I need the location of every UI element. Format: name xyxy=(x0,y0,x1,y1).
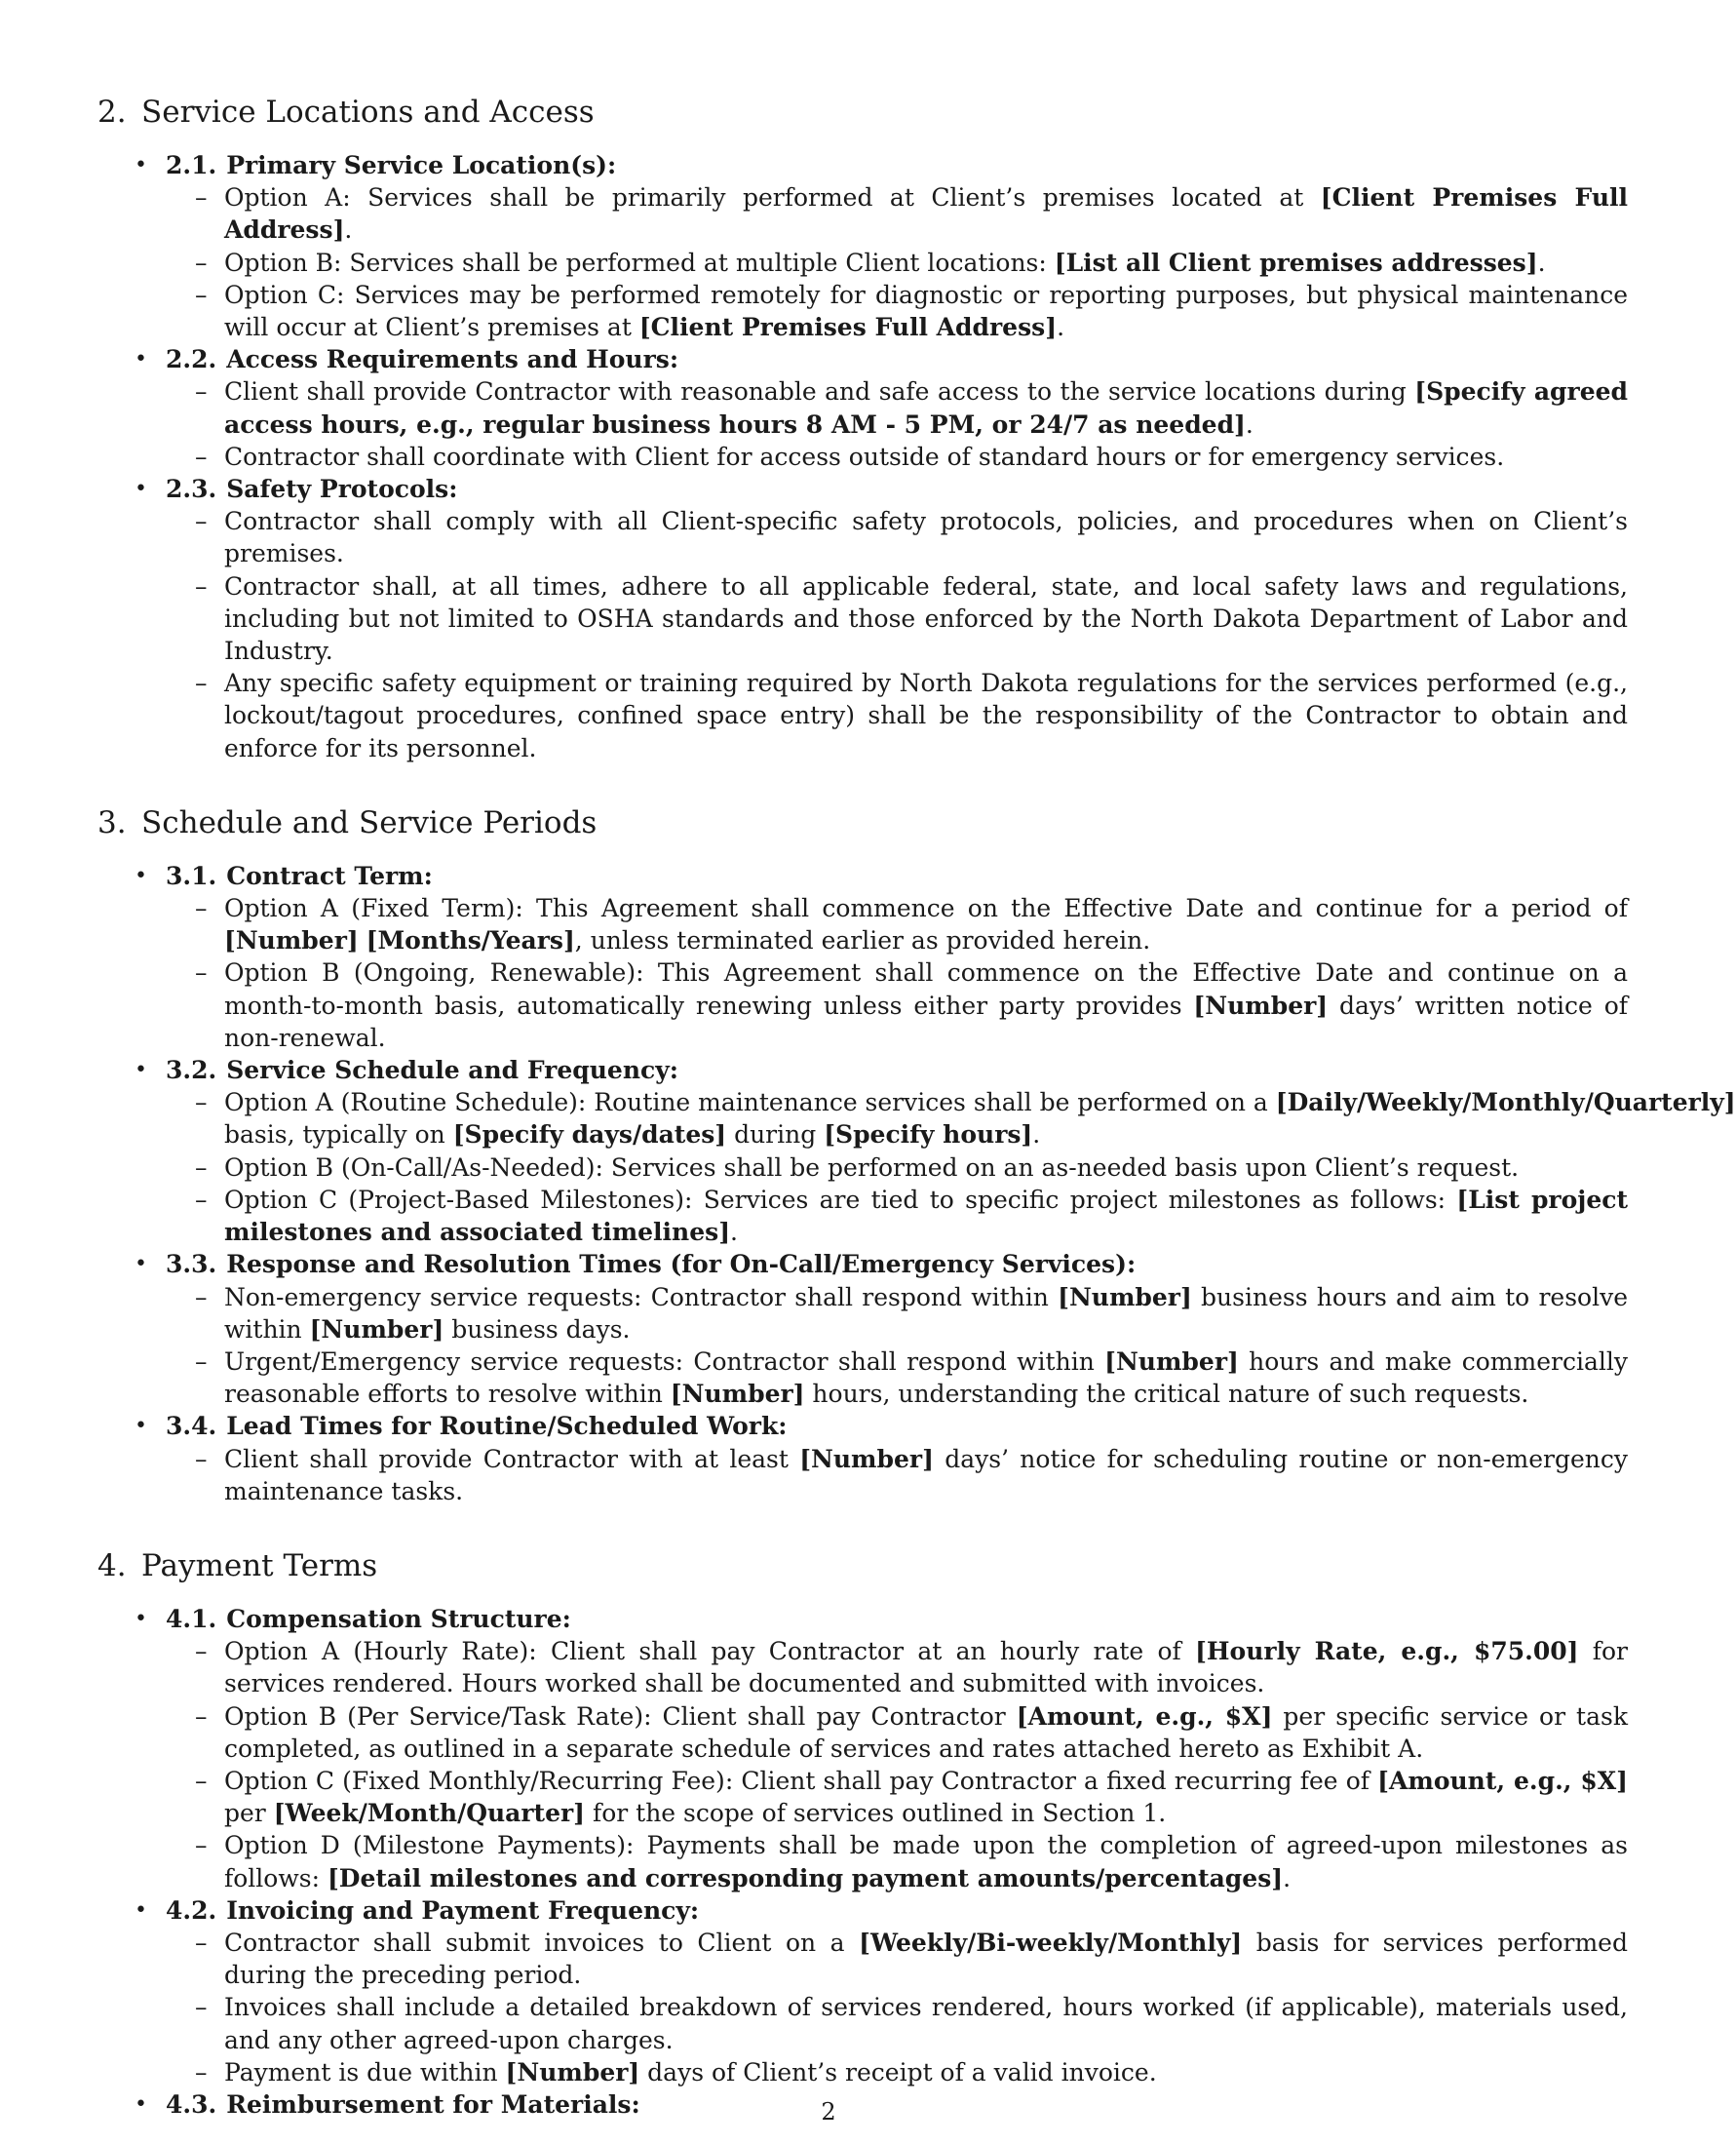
section-heading xyxy=(97,93,1560,132)
clause-text: Option B (On-Call/As-Needed): Services shall be performed on an as-needed basis upon Client’s request. xyxy=(224,1152,1520,1182)
dash-icon: – xyxy=(195,1185,208,1214)
subsection-title: Response and Resolution Times (for On-Call/Emergency Services): xyxy=(226,1250,1137,1279)
dash-icon: – xyxy=(195,1993,208,2022)
dash-icon: – xyxy=(195,958,208,988)
dash-icon: – xyxy=(195,1831,208,1860)
clause-text: . xyxy=(1537,248,1546,277)
dash-icon: – xyxy=(195,1088,208,1117)
clause-list xyxy=(166,505,1628,764)
clause-text: days of Client’s receipt of a valid invoice. xyxy=(639,2057,1157,2086)
placeholder-field: [Specify days/dates] xyxy=(452,1120,727,1150)
clause-text xyxy=(359,926,366,955)
clause-text: Non-emergency service requests: Contractor shall respond within xyxy=(224,1282,1059,1311)
subsection-3-1 xyxy=(97,860,1628,1054)
section-4 xyxy=(97,1546,1629,2121)
subsection-2-1 xyxy=(97,149,1628,343)
placeholder-field: [Daily/Weekly/Monthly/Quarterly] xyxy=(1275,1088,1736,1117)
clause-list xyxy=(166,1281,1629,1411)
clause-item xyxy=(166,892,1628,956)
section-title: Schedule and Service Periods xyxy=(141,804,598,840)
dash-icon: – xyxy=(195,1766,208,1795)
dash-icon: – xyxy=(195,571,208,601)
section-title: Service Locations and Access xyxy=(141,95,595,130)
subsection-title: Safety Protocols: xyxy=(226,475,458,504)
placeholder-field: [Amount, e.g., $X] xyxy=(1377,1766,1629,1795)
clause-text: Option B (Ongoing, Renewable): This Agreement shall commence on the Effective Date and continue on a month-to-month basis, automatically renewing unless either party provides xyxy=(224,958,1628,1020)
subsection-title: Contract Term: xyxy=(226,861,433,890)
subsection-number: 3.4. xyxy=(166,1412,217,1441)
clause-item xyxy=(166,1700,1628,1765)
clause-list xyxy=(166,375,1628,473)
clause-text: Option A (Hourly Rate): Client shall pay Contractor at an hourly rate of xyxy=(224,1637,1196,1666)
clause-text: . xyxy=(1032,1120,1041,1150)
clause-item xyxy=(166,1635,1628,1699)
subsection-number: 3.1. xyxy=(166,861,217,890)
clause-item xyxy=(166,181,1628,246)
placeholder-field: [Client Premises Full Address] xyxy=(224,183,1628,245)
clause-text: . xyxy=(1283,1863,1292,1892)
placeholder-field: [Weekly/Bi-weekly/Monthly] xyxy=(859,1928,1243,1957)
dash-icon: – xyxy=(195,442,208,471)
dash-icon: – xyxy=(195,507,208,536)
placeholder-field: [Amount, e.g., $X] xyxy=(1016,1701,1273,1731)
subsection-title: Compensation Structure: xyxy=(226,1604,571,1633)
dash-icon: – xyxy=(195,1701,208,1731)
clause-text: Contractor shall submit invoices to Client on a xyxy=(224,1928,860,1957)
bullet-icon: • xyxy=(135,347,147,372)
dash-icon: – xyxy=(195,377,208,407)
subsection-number: 3.2. xyxy=(166,1056,217,1085)
clause-text: Option C (Project-Based Milestones): Services are tied to specific project milestones as follows: xyxy=(224,1185,1457,1214)
placeholder-field: [Number] xyxy=(224,926,359,956)
clause-text: , unless terminated earlier as provided herein. xyxy=(574,926,1151,956)
section-number: 2. xyxy=(97,95,127,130)
subsection-title: Invoicing and Payment Frequency: xyxy=(226,1895,700,1925)
dash-icon: – xyxy=(195,1346,208,1376)
clause-text: Payment is due within xyxy=(224,2057,506,2086)
clause-text: basis for services performed during the preceding period. xyxy=(224,1928,1628,1990)
clause-item xyxy=(166,505,1628,569)
clause-text: . xyxy=(1245,410,1254,439)
section-3 xyxy=(97,803,1736,1507)
placeholder-field: [Months/Years] xyxy=(366,926,575,956)
dash-icon: – xyxy=(195,1928,208,1957)
placeholder-field: [Hourly Rate, e.g., $75.00] xyxy=(1195,1637,1579,1666)
subsection-title: Access Requirements and Hours: xyxy=(226,345,679,374)
clause-text: . xyxy=(730,1218,738,1247)
clause-item xyxy=(166,1151,1628,1184)
clause-text: for the scope of services outlined in Section 1. xyxy=(585,1799,1167,1828)
clause-item xyxy=(166,247,1628,279)
clause-text: business hours and aim to resolve within xyxy=(224,1282,1629,1344)
clause-text: business days. xyxy=(444,1314,631,1344)
clause-item xyxy=(166,667,1628,764)
dash-icon: – xyxy=(195,669,208,698)
subsection-3-3 xyxy=(97,1248,1629,1410)
subsection-title: Lead Times for Routine/Scheduled Work: xyxy=(226,1412,788,1441)
placeholder-field: [Week/Month/Quarter] xyxy=(273,1799,585,1828)
dash-icon: – xyxy=(195,894,208,923)
clause-text: Option D (Milestone Payments): Payments shall be made upon the completion of agreed-upon milestones as follows: xyxy=(224,1831,1628,1892)
clause-item xyxy=(166,441,1628,473)
bullet-icon: • xyxy=(135,477,147,502)
subsection-title: Primary Service Location(s): xyxy=(226,151,617,179)
placeholder-field: [Number] xyxy=(670,1380,805,1409)
clause-text: Option A (Fixed Term): This Agreement shall commence on the Effective Date and continue for a period of xyxy=(224,894,1628,923)
document-body xyxy=(97,93,1736,2121)
subsection-2-2 xyxy=(97,343,1628,473)
placeholder-field: [Detail milestones and corresponding payment amounts/percentages] xyxy=(327,1863,1284,1892)
clause-list xyxy=(166,1635,1629,1894)
clause-item xyxy=(166,570,1628,668)
bullet-icon: • xyxy=(135,1252,147,1277)
section-number: 3. xyxy=(97,804,127,840)
placeholder-field: [Number] xyxy=(1058,1282,1192,1311)
dash-icon: – xyxy=(195,1444,208,1473)
clause-text: during xyxy=(726,1120,825,1150)
bullet-icon: • xyxy=(135,1058,147,1083)
clause-text: Client shall provide Contractor with at least xyxy=(224,1444,800,1473)
clause-text: Option A (Routine Schedule): Routine maintenance services shall be performed on a xyxy=(224,1088,1276,1117)
clause-text: Invoices shall include a detailed breakdown of services rendered, hours worked (if applicable), materials used, and any other agreed-upon charges. xyxy=(224,1993,1628,2054)
subsection-title: Reimbursement for Materials: xyxy=(226,2089,640,2119)
placeholder-field: [Number] xyxy=(1104,1346,1239,1376)
clause-text: for services rendered. Hours worked shall be documented and submitted with invoices. xyxy=(224,1637,1629,1698)
dash-icon: – xyxy=(195,280,208,309)
clause-text: Client shall provide Contractor with reasonable and safe access to the service locations during xyxy=(224,377,1415,407)
bullet-icon: • xyxy=(135,1606,147,1631)
subsection-list xyxy=(97,1603,1629,2121)
clause-item xyxy=(166,1086,1736,1150)
clause-text: Urgent/Emergency service requests: Contractor shall respond within xyxy=(224,1346,1105,1376)
subsection-4-1 xyxy=(97,1603,1629,1894)
clause-item xyxy=(166,375,1628,440)
subsection-number: 2.1. xyxy=(166,151,217,179)
subsection-4-2 xyxy=(97,1894,1628,2088)
clause-text: basis, typically on xyxy=(224,1120,453,1150)
clause-text: hours and make commercially reasonable efforts to resolve within xyxy=(224,1346,1628,1409)
clause-item xyxy=(166,956,1628,1054)
clause-list xyxy=(166,1443,1628,1507)
clause-list xyxy=(166,892,1628,1054)
bullet-icon: • xyxy=(135,153,147,177)
clause-item xyxy=(166,1991,1628,2055)
subsection-3-4 xyxy=(97,1410,1628,1507)
subsection-number: 3.3. xyxy=(166,1250,217,1279)
placeholder-field: [Number] xyxy=(505,2057,640,2086)
dash-icon: – xyxy=(195,248,208,277)
clause-item xyxy=(166,1829,1628,1893)
clause-text: Option A: Services shall be primarily performed at Client’s premises located at xyxy=(224,183,1321,213)
bullet-icon: • xyxy=(135,863,147,888)
clause-text: per xyxy=(224,1799,274,1828)
clause-text: per specific service or task completed, as outlined in a separate schedule of services and rates attached hereto as Exhibit A. xyxy=(224,1701,1628,1763)
clause-text: hours, understanding the critical nature of such requests. xyxy=(804,1380,1529,1409)
section-heading xyxy=(97,1546,1560,1585)
clause-text: Contractor shall, at all times, adhere to all applicable federal, state, and local safety laws and regulations, including but not limited to OSHA standards and those enforced by the North Dakota Department of Labor and Industry. xyxy=(224,571,1628,666)
placeholder-field: [List all Client premises addresses] xyxy=(1054,248,1538,277)
subsection-list xyxy=(97,860,1736,1507)
clause-item xyxy=(166,1184,1628,1248)
bullet-icon: • xyxy=(135,1414,147,1439)
clause-text: Contractor shall coordinate with Client for access outside of standard hours or for emergency services. xyxy=(224,442,1505,471)
clause-text: . xyxy=(1057,313,1065,342)
dash-icon: – xyxy=(195,2057,208,2086)
placeholder-field: [Number] xyxy=(799,1444,934,1473)
placeholder-field: [Number] xyxy=(309,1314,444,1344)
clause-text: days’ written notice of non-renewal. xyxy=(224,991,1628,1052)
clause-item xyxy=(166,1927,1628,1991)
subsection-number: 2.2. xyxy=(166,345,217,374)
subsection-2-3 xyxy=(97,473,1628,764)
clause-item xyxy=(166,279,1628,343)
clause-list xyxy=(166,181,1628,343)
subsection-number: 4.2. xyxy=(166,1895,217,1925)
clause-item xyxy=(166,1346,1628,1410)
subsection-3-2 xyxy=(97,1054,1736,1248)
clause-list xyxy=(166,1086,1736,1248)
subsection-number: 4.1. xyxy=(166,1604,217,1633)
clause-text: Option B (Per Service/Task Rate): Client shall pay Contractor xyxy=(224,1701,1017,1731)
clause-text: days’ notice for scheduling routine or non-emergency maintenance tasks. xyxy=(224,1444,1628,1505)
placeholder-field: [Number] xyxy=(1193,991,1329,1020)
dash-icon: – xyxy=(195,183,208,213)
clause-item xyxy=(166,1443,1628,1507)
placeholder-field: [List project milestones and associated timelines] xyxy=(224,1185,1629,1247)
clause-text: Contractor shall comply with all Client-specific safety protocols, policies, and procedures when on Client’s premises. xyxy=(224,507,1628,568)
clause-text: . xyxy=(344,215,353,245)
clause-item xyxy=(166,1281,1628,1346)
subsection-list xyxy=(97,149,1628,764)
dash-icon: – xyxy=(195,1282,208,1311)
section-title: Payment Terms xyxy=(141,1547,378,1583)
clause-text: Option C: Services may be performed remotely for diagnostic or reporting purposes, but physical maintenance will occur at Client’s premises at xyxy=(224,280,1628,342)
clause-text: Option B: Services shall be performed at multiple Client locations: xyxy=(224,248,1055,277)
placeholder-field: [Client Premises Full Address] xyxy=(638,313,1058,342)
section-number: 4. xyxy=(97,1547,127,1583)
page-number: 2 xyxy=(821,2098,836,2126)
subsection-title: Service Schedule and Frequency: xyxy=(226,1056,678,1085)
section-2 xyxy=(97,93,1628,764)
clause-list xyxy=(166,1927,1628,2088)
placeholder-field: [Specify agreed access hours, e.g., regular business hours 8 AM - 5 PM, or 24/7 as needed] xyxy=(224,377,1628,439)
clause-item xyxy=(166,2056,1628,2088)
clause-text: Option C (Fixed Monthly/Recurring Fee): Client shall pay Contractor a fixed recurring fee of xyxy=(224,1766,1378,1795)
dash-icon: – xyxy=(195,1637,208,1666)
bullet-icon: • xyxy=(135,1897,147,1923)
clause-text: Any specific safety equipment or training required by North Dakota regulations for the services performed (e.g., lockout/tagout procedures, confined space entry) shall be the responsibility of the Contractor to obtain and enforce for its personnel. xyxy=(224,669,1628,762)
subsection-number: 4.3. xyxy=(166,2089,217,2119)
placeholder-field: [Specify hours] xyxy=(824,1120,1033,1150)
dash-icon: – xyxy=(195,1152,208,1182)
bullet-icon: • xyxy=(135,2091,147,2117)
subsection-number: 2.3. xyxy=(166,475,217,504)
section-heading xyxy=(97,803,1560,842)
clause-item xyxy=(166,1765,1628,1829)
